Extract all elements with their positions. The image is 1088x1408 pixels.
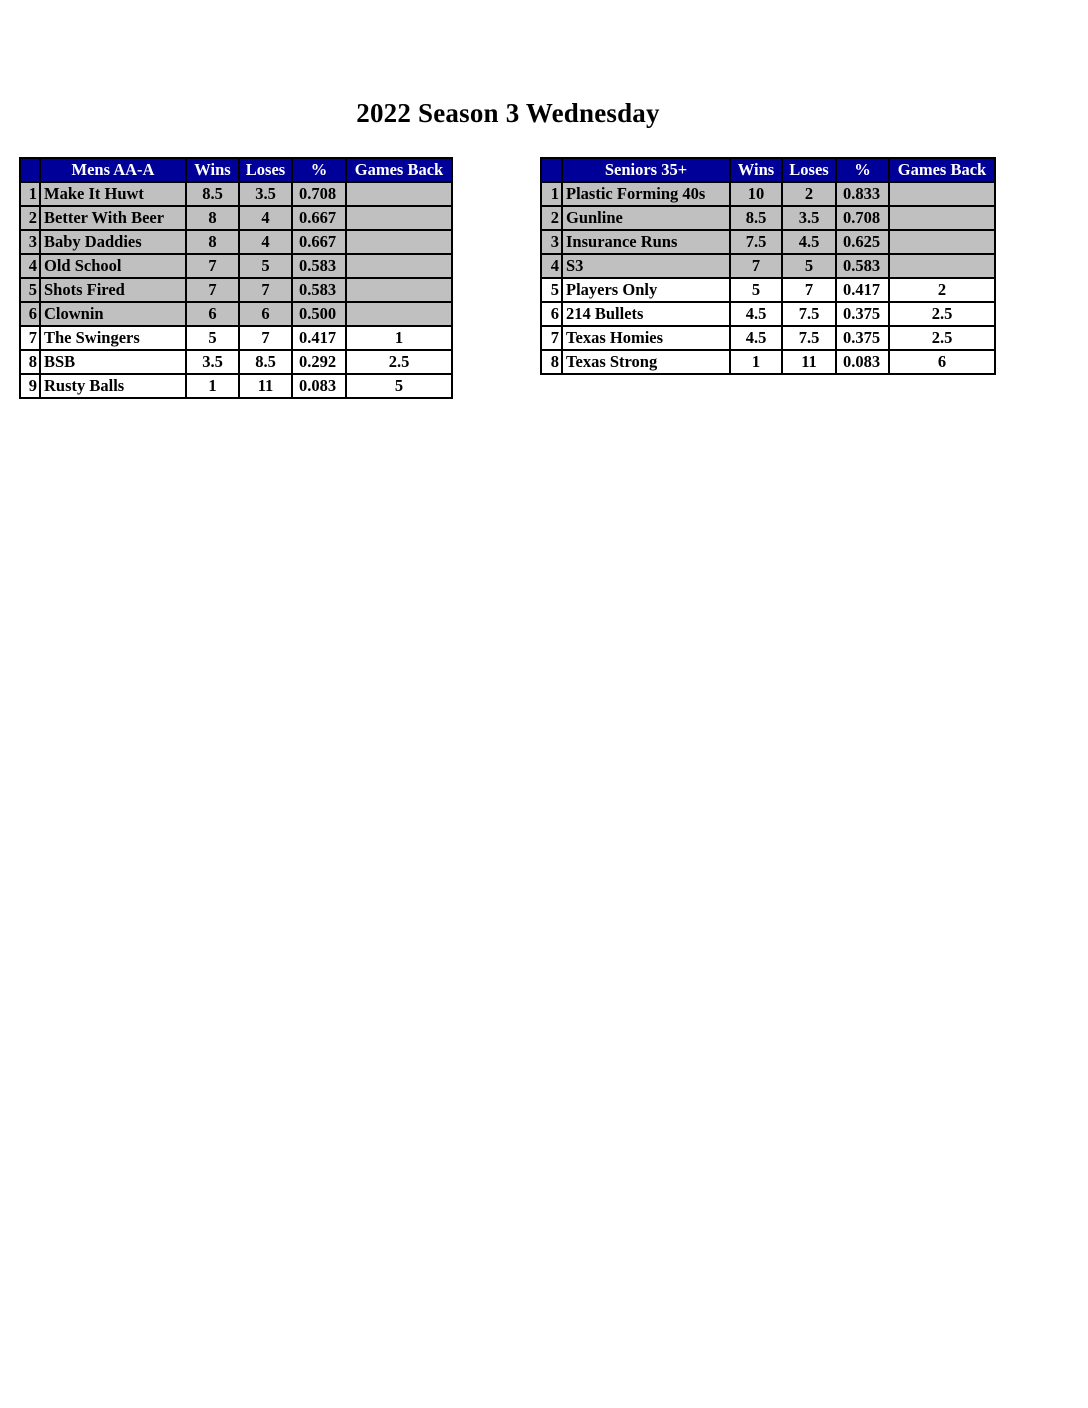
table-row [20,350,452,374]
rank-cell: 1 [20,182,40,206]
pct-cell: 0.667 [292,230,346,254]
games-back-cell [346,230,452,254]
pct-cell: 0.708 [836,206,889,230]
games-back-cell [346,302,452,326]
table-row [541,278,995,302]
rank-cell: 3 [541,230,562,254]
loses-cell: 7.5 [782,326,836,350]
table-row [20,326,452,350]
games-back-cell [889,254,995,278]
team-name-cell: The Swingers [40,326,186,350]
table-row [20,254,452,278]
pct-cell: 0.500 [292,302,346,326]
pct-cell: 0.083 [836,350,889,374]
loses-header: Loses [239,158,292,182]
rank-cell: 6 [541,302,562,326]
rank-cell: 2 [20,206,40,230]
team-name-cell: Baby Daddies [40,230,186,254]
wins-cell: 8.5 [730,206,782,230]
rank-cell: 2 [541,206,562,230]
games-back-header: Games Back [346,158,452,182]
table-row [541,230,995,254]
rank-cell: 1 [541,182,562,206]
wins-cell: 10 [730,182,782,206]
table-row [541,350,995,374]
team-name-cell: Old School [40,254,186,278]
games-back-cell [346,278,452,302]
loses-cell: 2 [782,182,836,206]
team-name-cell: Gunline [562,206,730,230]
wins-cell: 5 [186,326,239,350]
rank-cell: 7 [20,326,40,350]
wins-header: Wins [186,158,239,182]
pct-cell: 0.708 [292,182,346,206]
wins-cell: 1 [186,374,239,398]
team-name-cell: Rusty Balls [40,374,186,398]
pct-header: % [836,158,889,182]
rank-header [541,158,562,182]
table-row [20,302,452,326]
loses-cell: 6 [239,302,292,326]
games-back-cell: 2.5 [889,302,995,326]
loses-cell: 5 [782,254,836,278]
rank-cell: 3 [20,230,40,254]
table-row [541,302,995,326]
table-row [541,182,995,206]
mens-aa-a-standings-table [19,157,453,399]
team-name-cell: Shots Fired [40,278,186,302]
table-row [20,374,452,398]
wins-cell: 3.5 [186,350,239,374]
wins-cell: 7.5 [730,230,782,254]
pct-cell: 0.375 [836,326,889,350]
rank-cell: 8 [541,350,562,374]
pct-cell: 0.417 [836,278,889,302]
table-row [20,182,452,206]
rank-cell: 7 [541,326,562,350]
rank-cell: 4 [20,254,40,278]
table-row [20,230,452,254]
pct-cell: 0.667 [292,206,346,230]
loses-cell: 11 [782,350,836,374]
loses-cell: 3.5 [782,206,836,230]
pct-cell: 0.375 [836,302,889,326]
games-back-cell [346,182,452,206]
loses-cell: 4.5 [782,230,836,254]
pct-cell: 0.292 [292,350,346,374]
games-back-cell: 2 [889,278,995,302]
team-name-cell: Make It Huwt [40,182,186,206]
rank-header [20,158,40,182]
wins-header: Wins [730,158,782,182]
team-name-cell: Insurance Runs [562,230,730,254]
wins-cell: 8 [186,206,239,230]
loses-cell: 4 [239,230,292,254]
games-back-cell [889,206,995,230]
games-back-header: Games Back [889,158,995,182]
rank-cell: 5 [541,278,562,302]
games-back-cell: 2.5 [889,326,995,350]
rank-cell: 4 [541,254,562,278]
games-back-cell [346,254,452,278]
games-back-cell: 2.5 [346,350,452,374]
pct-cell: 0.583 [836,254,889,278]
games-back-cell: 5 [346,374,452,398]
table-header-row [541,158,995,182]
wins-cell: 4.5 [730,302,782,326]
seniors-35-standings-table [540,157,996,375]
table-row [20,206,452,230]
team-name-cell: Clownin [40,302,186,326]
table-row [541,326,995,350]
loses-cell: 8.5 [239,350,292,374]
loses-cell: 7.5 [782,302,836,326]
team-name-cell: BSB [40,350,186,374]
team-name-cell: Texas Homies [562,326,730,350]
team-name-cell: Better With Beer [40,206,186,230]
pct-cell: 0.417 [292,326,346,350]
loses-cell: 7 [239,278,292,302]
team-name-cell: Plastic Forming 40s [562,182,730,206]
wins-cell: 7 [730,254,782,278]
wins-cell: 1 [730,350,782,374]
wins-cell: 8 [186,230,239,254]
table-row [541,254,995,278]
wins-cell: 8.5 [186,182,239,206]
team-name-cell: 214 Bullets [562,302,730,326]
team-name-cell: S3 [562,254,730,278]
table-body [20,182,452,398]
games-back-cell: 1 [346,326,452,350]
table-row [20,278,452,302]
pct-cell: 0.583 [292,254,346,278]
page-title: 2022 Season 3 Wednesday [356,98,660,128]
wins-cell: 7 [186,278,239,302]
games-back-cell: 6 [889,350,995,374]
loses-cell: 3.5 [239,182,292,206]
rank-cell: 9 [20,374,40,398]
division-header: Seniors 35+ [562,158,730,182]
games-back-cell [346,206,452,230]
games-back-cell [889,230,995,254]
pct-cell: 0.625 [836,230,889,254]
division-header: Mens AA-A [40,158,186,182]
wins-cell: 5 [730,278,782,302]
table-body [541,182,995,374]
pct-header: % [292,158,346,182]
rank-cell: 8 [20,350,40,374]
wins-cell: 7 [186,254,239,278]
loses-cell: 7 [782,278,836,302]
pct-cell: 0.583 [292,278,346,302]
wins-cell: 6 [186,302,239,326]
loses-header: Loses [782,158,836,182]
pct-cell: 0.833 [836,182,889,206]
loses-cell: 7 [239,326,292,350]
loses-cell: 11 [239,374,292,398]
rank-cell: 5 [20,278,40,302]
loses-cell: 4 [239,206,292,230]
pct-cell: 0.083 [292,374,346,398]
games-back-cell [889,182,995,206]
team-name-cell: Texas Strong [562,350,730,374]
wins-cell: 4.5 [730,326,782,350]
team-name-cell: Players Only [562,278,730,302]
loses-cell: 5 [239,254,292,278]
table-row [541,206,995,230]
table-header-row [20,158,452,182]
rank-cell: 6 [20,302,40,326]
